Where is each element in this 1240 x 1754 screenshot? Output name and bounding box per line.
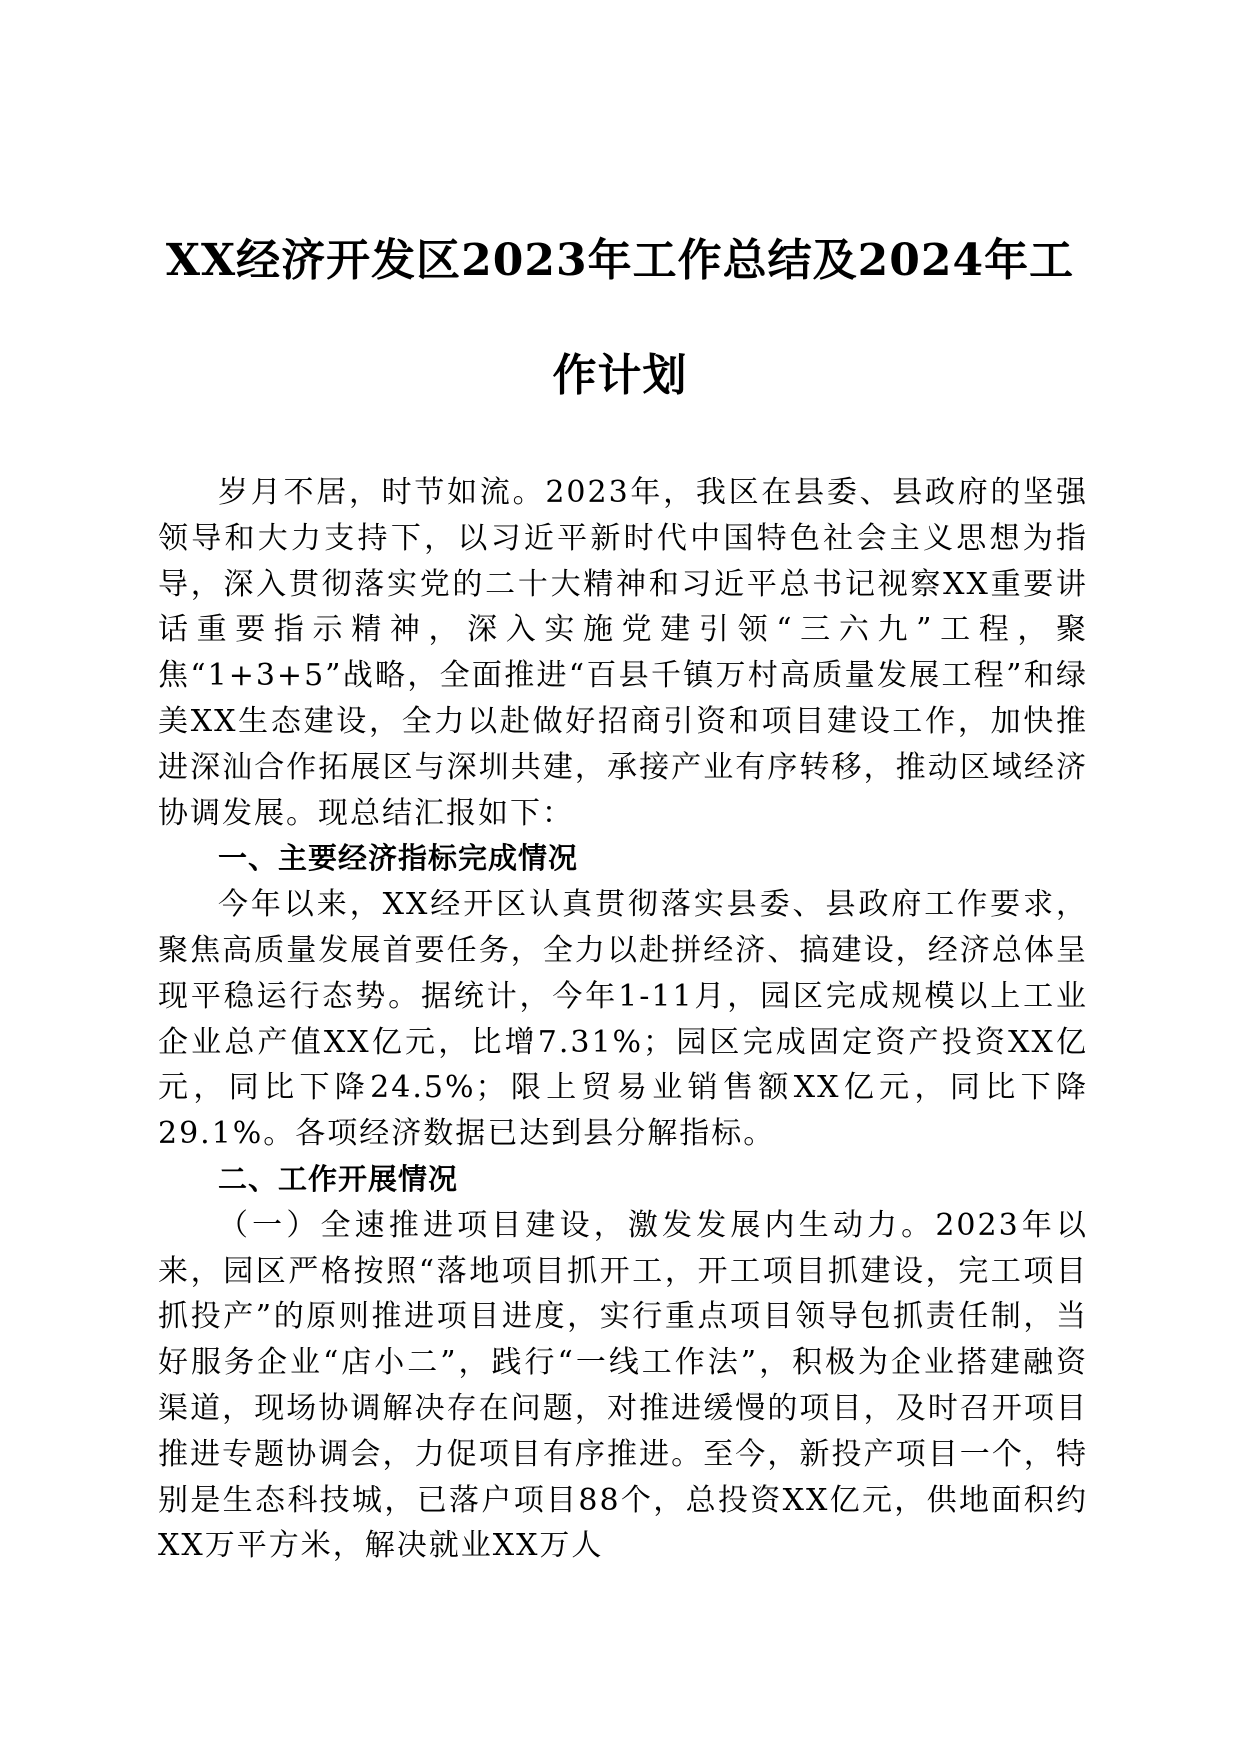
document-title-line-2: 作计划 [552,350,688,401]
section-2-heading: 二、工作开展情况 [218,1161,459,1196]
section-1-heading: 一、主要经济指标完成情况 [218,841,579,876]
intro-paragraph: 岁月不居，时节如流。2023年，我区在县委、县政府的坚强领导和大力支持下，以习近平新时代中国特色社会主义思想为指导，深入贯彻落实党的二十大精神和习近平总书记视察XX重要讲话重要指示精神，深入实施党建引领“三六九”工程，聚焦“1+3+5”战略，全面推进“百县千镇万村高质量发展工程”和绿美XX生态建设，全力以赴做好招商引资和项目建设工作，加快推进深汕合作拓展区与深圳共建，承接产业有序转移，推动区域经济协调发展。现总结汇报如下： [158,475,1088,831]
section-1-paragraph: 今年以来，XX经开区认真贯彻落实县委、县政府工作要求，聚焦高质量发展首要任务，全力以赴拼经济、搞建设，经济总体呈现平稳运行态势。据统计，今年1-11月，园区完成规模以上工业企业总产值XX亿元，比增7.31%；园区完成固定资产投资XX亿元，同比下降24.5%；限上贸易业销售额XX亿元，同比下降29.1%。各项经济数据已达到县分解指标。 [158,887,1088,1152]
document-title-line-1: XX经济开发区2023年工作总结及2024年工 [165,235,1075,286]
document-body [158,470,1088,1569]
section-2-subsection-1-paragraph: （一）全速推进项目建设，激发发展内生动力。2023年以来，园区严格按照“落地项目抓开工，开工项目抓建设，完工项目抓投产”的原则推进项目进度，实行重点项目领导包抓责任制，当好服务企业“店小二”，践行“一线工作法”，积极为企业搭建融资渠道，现场协调解决存在问题，对推进缓慢的项目，及时召开项目推进专题协调会，力促项目有序推进。至今，新投产项目一个，特别是生态科技城，已落户项目88个，总投资XX亿元，供地面积约XX万平方米，解决就业XX万人 [158,1207,1088,1564]
